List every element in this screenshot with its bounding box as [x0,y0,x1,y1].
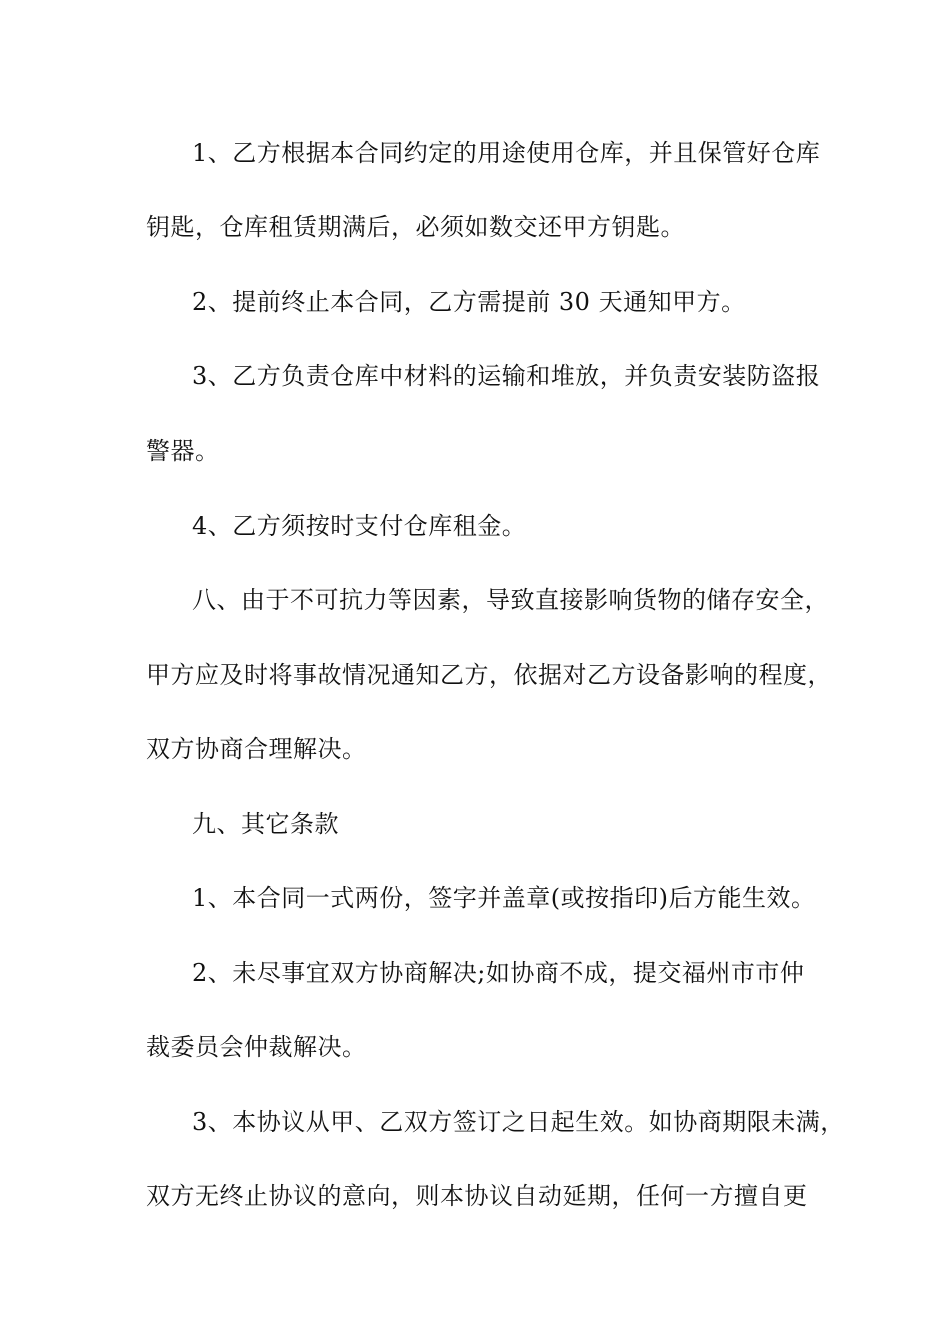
clause-9-heading: 九、其它条款 [192,810,339,838]
clause-9-item-3-line-1: 3、本协议从甲、乙双方签订之日起生效。如协商期限未满， [192,1108,845,1136]
clause-8-line-3: 双方协商合理解决。 [146,735,367,763]
clause-7-item-1-line-1: 1、乙方根据本合同约定的用途使用仓库，并且保管好仓库 [192,139,821,167]
clause-8-line-2: 甲方应及时将事故情况通知乙方，依据对乙方设备影响的程度， [146,661,832,689]
clause-7-item-2: 2、提前终止本合同，乙方需提前 30 天通知甲方。 [192,288,746,316]
clause-9-item-2-line-2: 裁委员会仲裁解决。 [146,1033,367,1061]
clause-9-item-3-line-2: 双方无终止协议的意向，则本协议自动延期，任何一方擅自更 [146,1182,808,1210]
clause-7-item-3-line-1: 3、乙方负责仓库中材料的运输和堆放，并负责安装防盗报 [192,362,821,390]
clause-9-item-2-line-1: 2、未尽事宜双方协商解决;如协商不成，提交福州市市仲 [192,959,805,987]
clause-8-line-1: 八、由于不可抗力等因素，导致直接影响货物的储存安全， [192,586,829,614]
clause-7-item-3-line-2: 警器。 [146,437,220,465]
clause-9-item-1: 1、本合同一式两份，签字并盖章(或按指印)后方能生效。 [192,884,816,912]
clause-7-item-1-line-2: 钥匙，仓库租赁期满后，必须如数交还甲方钥匙。 [146,213,685,241]
clause-7-item-4: 4、乙方须按时支付仓库租金。 [192,512,527,540]
